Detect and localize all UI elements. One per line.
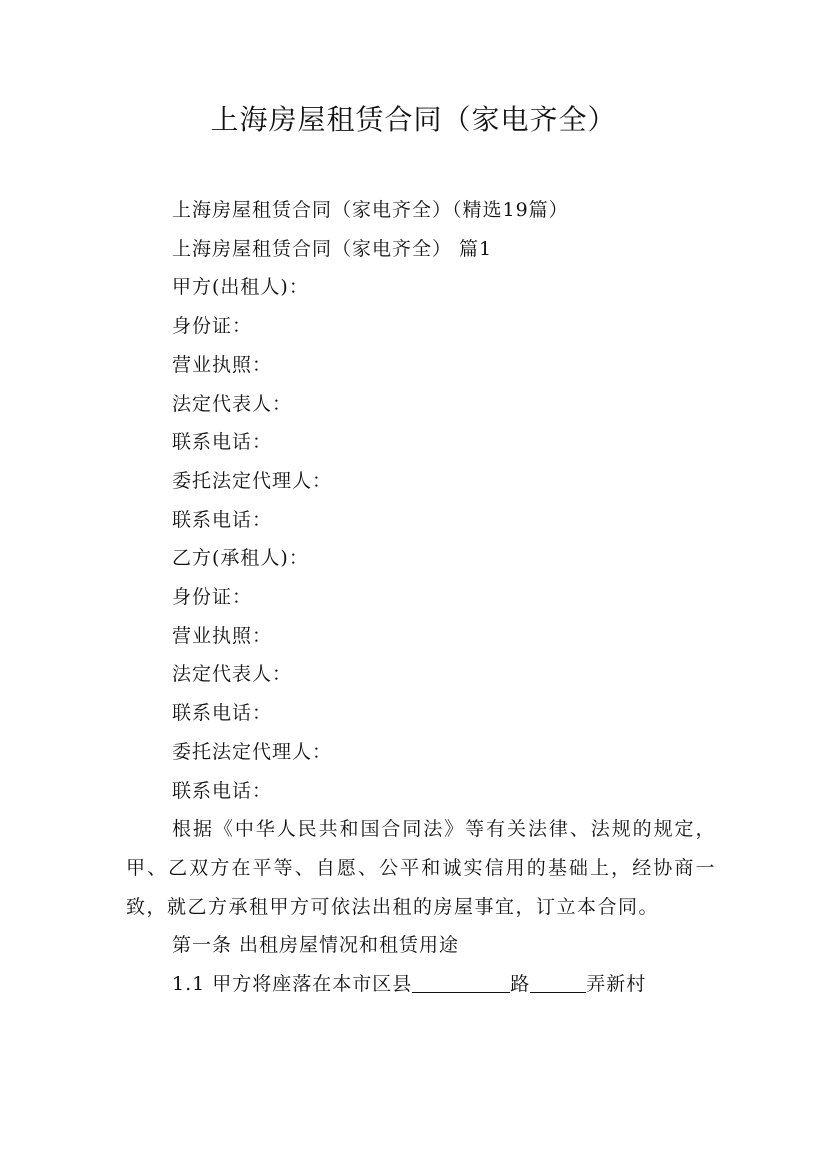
district-blank — [412, 973, 510, 993]
document-body — [126, 191, 716, 1004]
section-heading: 上海房屋租赁合同（家电齐全） 篇1 — [172, 237, 493, 260]
clause-1-1-text-2: 路 — [510, 973, 531, 996]
road-blank — [530, 973, 586, 993]
party-b-id-card: 身份证： — [172, 586, 253, 609]
clause-1-1 — [126, 965, 716, 1004]
party-a-agent-phone: 联系电话： — [172, 508, 273, 531]
article-one-heading: 第一条 出租房屋情况和租赁用途 — [172, 934, 460, 957]
document-title: 上海房屋租赁合同（家电齐全） — [210, 103, 617, 136]
party-b-agent-phone: 联系电话： — [172, 779, 273, 802]
party-a-phone: 联系电话： — [172, 431, 273, 454]
clause-1-1-text-1: 1.1 甲方将座落在本市区县 — [172, 973, 413, 996]
preamble-paragraph: 根据《中华人民共和国合同法》等有关法律、法规的规定，甲、乙双方在平等、自愿、公平和诚实信用的基础上，经协商一致，就乙方承租甲方可依法出租的房屋事宜，订立本合同。 — [126, 818, 716, 918]
party-a-id-card: 身份证： — [172, 315, 253, 338]
subtitle-line: 上海房屋租赁合同（家电齐全）（精选19篇） — [172, 199, 569, 221]
party-a-business-license: 营业执照： — [172, 353, 273, 376]
party-a-legal-representative: 法定代表人： — [172, 392, 293, 415]
party-b-label: 乙方(承租人)： — [172, 547, 309, 570]
clause-1-1-text-3: 弄新村 — [586, 973, 647, 996]
party-b-business-license: 营业执照： — [172, 624, 273, 647]
party-a-label: 甲方(出租人)： — [172, 276, 309, 299]
party-a-authorized-agent: 委托法定代理人： — [172, 469, 333, 492]
party-b-authorized-agent: 委托法定代理人： — [172, 740, 333, 763]
party-b-phone: 联系电话： — [172, 702, 273, 725]
party-b-legal-representative: 法定代表人： — [172, 663, 293, 686]
